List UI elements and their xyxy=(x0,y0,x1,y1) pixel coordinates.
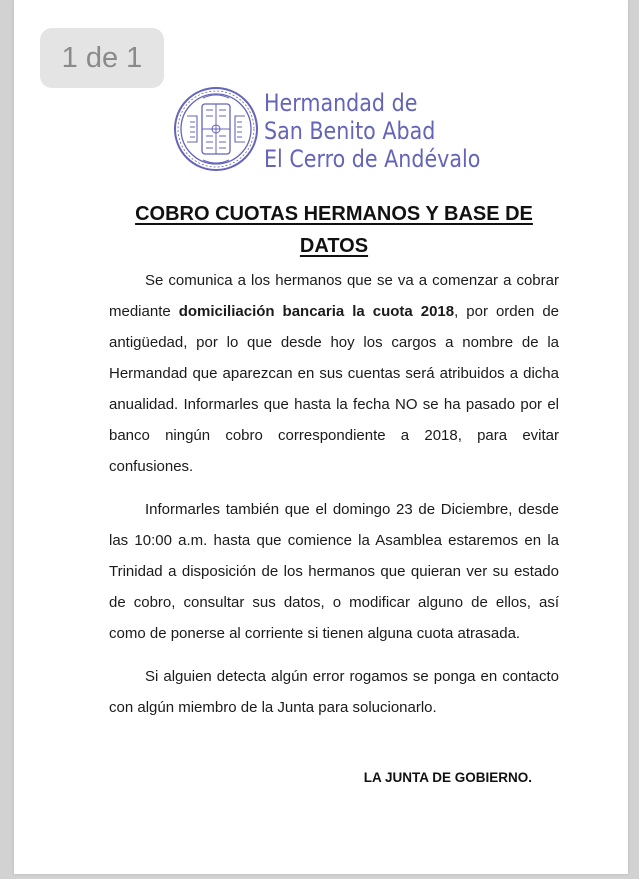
document-body xyxy=(109,265,559,735)
document-title xyxy=(114,198,554,262)
paragraph-1-text-end: , por orden de antigüedad, por lo que desde hoy los cargos a nombre de la Hermandad que aparezcan en sus cuentas será atribuidos a dicha anualidad. Informarles que hasta la fecha NO se ha pasado por el banco ningún cobro correspondiente a 2018, para evitar confusiones. xyxy=(109,303,560,475)
page-counter-badge: 1 de 1 xyxy=(40,28,164,88)
brotherhood-name-line-1: Hermandad de xyxy=(264,89,418,117)
signature: LA JUNTA DE GOBIERNO. xyxy=(363,770,532,785)
brotherhood-seal-logo xyxy=(173,86,259,172)
paragraph-1-bold-text: domiciliación bancaria la cuota 2018 xyxy=(178,303,455,320)
paragraph-asamblea: Informarles también que el domingo 23 de Diciembre, desde las 10:00 a.m. hasta que comience la Asamblea estaremos en la Trinidad a disposición de los hermanos que quieran ver su estado de cobro, consultar sus datos, o modificar alguno de ellos, así como de ponerse al corriente si tienen alguna cuota atrasada. xyxy=(109,501,559,642)
brotherhood-name xyxy=(264,89,480,173)
paragraph-contacto: Si alguien detecta algún error rogamos se ponga en contacto con algún miembro de la Junta para solucionarlo. xyxy=(109,668,559,716)
document-page xyxy=(14,0,628,874)
paragraph-1-text-start: Se comunica a los hermanos que se va a comenzar a cobrar mediante xyxy=(109,272,559,320)
brotherhood-name-line-2: San Benito Abad xyxy=(264,117,436,145)
document-title-text: COBRO CUOTAS HERMANOS Y BASE DE DATOS xyxy=(135,203,533,257)
brotherhood-name-line-3: El Cerro de Andévalo xyxy=(264,145,481,173)
paragraph-cuota-2018 xyxy=(109,265,559,482)
